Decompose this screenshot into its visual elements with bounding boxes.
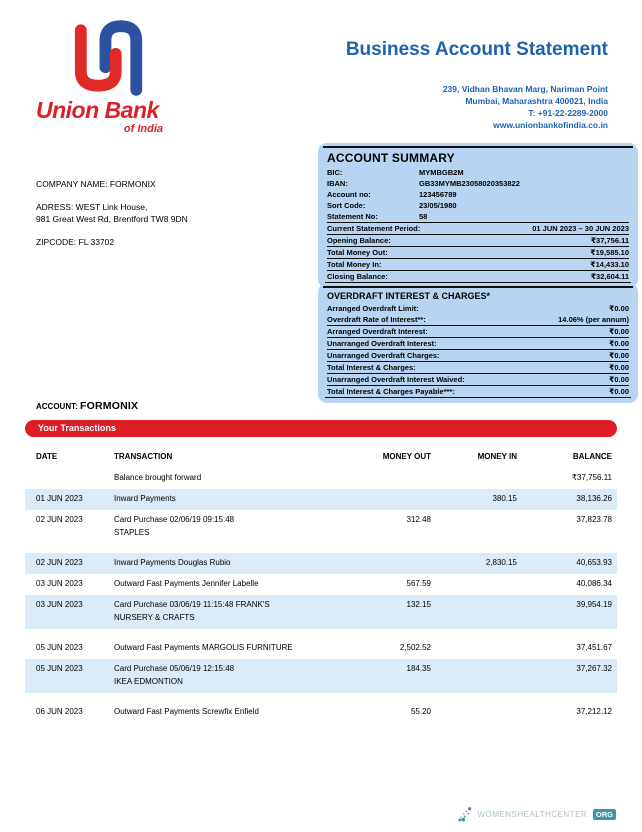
summary-field-iban: IBAN: GB33MYMB23058020353822 [327,179,520,188]
summary-field-sort-code: Sort Code: 23/05/1980 [327,201,457,210]
divider [325,397,631,398]
account-label: ACCOUNT: [36,402,78,411]
overdraft-row-interest-waived: Unarranged Overdraft Interest Waived: ₹0.00 [327,375,629,384]
watermark-text: WOMENSHEALTHCENTER. [477,810,590,819]
summary-row-closing-balance: Closing Balance: ₹32,604.11 [327,272,629,281]
overdraft-title: OVERDRAFT INTEREST & CHARGES* [327,291,491,301]
table-header-row [25,446,617,468]
your-transactions-title: Your Transactions [38,423,116,433]
company-zipcode: ZIPCODE: FL 33702 [36,237,115,247]
union-bank-emblem-icon [57,20,157,97]
company-name: COMPANY NAME: FORMONIX [36,179,156,189]
bank-address-line: Mumbai, Maharashtra 400021, India [465,96,608,106]
overdraft-field-limit: Arranged Overdraft Limit: ₹0.00 [327,304,629,313]
bank-address-line: 239, Vidhan Bhavan Marg, Nariman Point [442,84,608,94]
table-row: 01 JUN 2023 Inward Payments 380.15 38,136.26 [25,489,617,510]
bank-address [443,83,608,131]
overdraft-charges-box [318,283,638,403]
summary-field-bic: BIC: MYMBGB2M [327,168,464,177]
table-row: 02 JUN 2023 Card Purchase 02/06/19 09:15:48 STAPLES 312.48 37,823.78 [36,515,612,537]
overdraft-row-total-payable: Total Interest & Charges Payable***: ₹0.00 [327,387,629,396]
overdraft-row-unarranged-charges: Unarranged Overdraft Charges: ₹0.00 [327,351,629,360]
summary-field-statement-no: Statement No: 58 [327,212,428,221]
summary-row-opening-balance: Opening Balance: ₹37,756.11 [327,236,629,245]
column-header-money-out: MONEY OUT [382,452,431,461]
overdraft-row-arranged-interest: Arranged Overdraft Interest: ₹0.00 [327,327,629,336]
union-bank-logo [36,20,176,135]
footer-watermark [458,806,616,823]
sparkle-dots-icon [458,806,474,823]
account-summary-title: ACCOUNT SUMMARY [327,151,455,165]
table-row: Balance brought forward ₹37,756.11 [114,473,612,482]
your-transactions-banner [25,420,617,437]
spacer-row [25,693,617,702]
watermark-org-badge: ORG [593,809,616,820]
column-header-transaction: TRANSACTION [114,452,173,461]
bank-phone: T: +91-22-2289-2000 [528,108,608,118]
spacer-row [25,629,617,638]
page-title: Business Account Statement [345,39,608,60]
account-holder-name: FORMONIX [80,400,139,412]
table-row: 02 JUN 2023 Inward Payments Douglas Rubio 2,830.15 40,653.93 [25,553,617,574]
account-holder-line [36,400,138,412]
table-row: 05 JUN 2023 Outward Fast Payments MARGOLIS FURNITURE 2,502.52 37,451.67 [36,643,612,652]
summary-row-statement-period: Current Statement Period: 01 JUN 2023 – 30 JUN 2023 [327,224,629,233]
table-row: 05 JUN 2023 Card Purchase 05/06/19 12:15:48 IKEA EDMONTION 184.35 37,267.32 [25,659,617,693]
table-row: 06 JUN 2023 Outward Fast Payments Screwfix Enfield 55.20 37,212.12 [36,707,612,716]
divider [323,146,633,148]
column-header-date: DATE [36,452,58,461]
summary-row-total-money-out: Total Money Out: ₹19,585.10 [327,248,629,257]
table-row: 03 JUN 2023 Card Purchase 03/06/19 11:15:48 FRANK'S NURSERY & CRAFTS 132.15 39,954.19 [25,595,617,629]
table-row: 03 JUN 2023 Outward Fast Payments Jennifer Labelle 567.59 40,086.34 [36,579,612,588]
summary-row-total-money-in: Total Money In: ₹14,433.10 [327,260,629,269]
divider [323,286,633,288]
transactions-table [25,446,617,723]
bank-website: www.unionbankofindia.co.in [493,120,608,130]
column-header-balance: BALANCE [572,452,612,461]
column-header-money-in: MONEY IN [477,452,517,461]
logo-wordmark: Union Bank [36,97,159,123]
account-summary-box [318,143,638,288]
summary-field-account-no: Account no: 123456789 [327,190,457,199]
company-address-line1: ADRESS: WEST Link House, [36,202,148,212]
spacer-row [25,544,617,553]
company-address-line2: 981 Great West Rd, Brentford TW8 9DN [36,214,188,224]
overdraft-row-total-interest: Total Interest & Charges: ₹0.00 [327,363,629,372]
logo-tagline: of India [123,123,163,135]
overdraft-field-rate: Overdraft Rate of Interest**: 14.06% (per annum) [327,315,629,324]
overdraft-row-unarranged-interest: Unarranged Overdraft Interest: ₹0.00 [327,339,629,348]
company-info [36,178,188,248]
